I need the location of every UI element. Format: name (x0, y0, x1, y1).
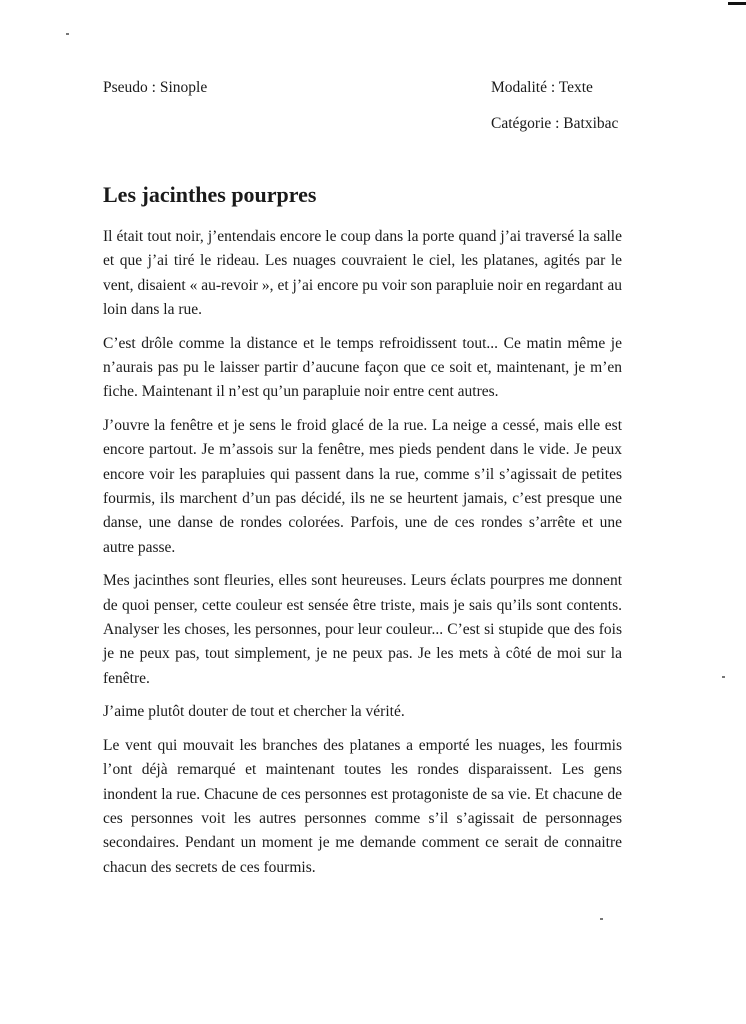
scan-artifact (600, 918, 603, 920)
paragraph: J’aime plutôt douter de tout et chercher la vérité. (103, 703, 405, 721)
scan-artifact (66, 33, 69, 35)
categorie-label: Catégorie : Batxibac (491, 115, 619, 132)
paragraph: C’est drôle comme la distance et le temps refroidissent tout... Ce matin même je n’aurais pas pu le laisser partir d’aucune façon que ce soit et, maintenant, je m’en fiche. Maintenant il n’est qu’un parapluie noir entre cent autres. (103, 334, 622, 401)
paragraph: Le vent qui mouvait les branches des platanes a emporté les nuages, les fourmis l’ont déjà remarqué et maintenant toutes les rondes disparaissent. Les gens inondent la rue. Chacune de ces personnes est protagoniste de sa vie. Et chacune de ces personnes voit les autres personnes comme s’il s’agissait de personnages secondaires. Pendant un moment je me demande comment ce serait de connaitre chacun des secrets de ces fourmis. (103, 737, 622, 876)
modalite-label: Modalité : Texte (491, 79, 593, 96)
document-title: Les jacinthes pourpres (103, 182, 317, 207)
document-body (103, 225, 622, 889)
header-left (103, 78, 207, 98)
paragraph: Il était tout noir, j’entendais encore le coup dans la porte quand j’ai traversé la salle et que j’ai tiré le rideau. Les nuages couvraient le ciel, les platanes, agités par le vent, disaient « au-revoir », et j’ai encore pu voir son parapluie noir en regardant au loin dans la rue. (103, 228, 622, 318)
pseudo-label: Pseudo : Sinople (103, 79, 208, 96)
paragraph: Mes jacinthes sont fleuries, elles sont heureuses. Leurs éclats pourpres me donnent de quoi penser, cette couleur est sensée être triste, mais je sais qu’ils sont contents. Analyser les choses, les personnes, pour leur couleur... C’est si stupide que des fois je ne peux pas, tout simplement, je ne peux pas. Je les mets à côté de moi sur la fenêtre. (103, 572, 622, 687)
header-right (491, 78, 618, 150)
paragraph: J’ouvre la fenêtre et je sens le froid glacé de la rue. La neige a cessé, mais elle est encore partout. Je m’assois sur la fenêtre, mes pieds pendent dans le vide. Je peux encore voir les parapluies qui passent dans la rue, comme s’il s’agissait de petites fourmis, ils marchent d’un pas décidé, ils ne se heurtent jamais, c’est presque une danse, une danse de rondes colorées. Parfois, une de ces rondes s’arrête et une autre passe. (103, 417, 622, 556)
scan-artifact (722, 676, 725, 678)
scan-artifact (728, 2, 746, 5)
